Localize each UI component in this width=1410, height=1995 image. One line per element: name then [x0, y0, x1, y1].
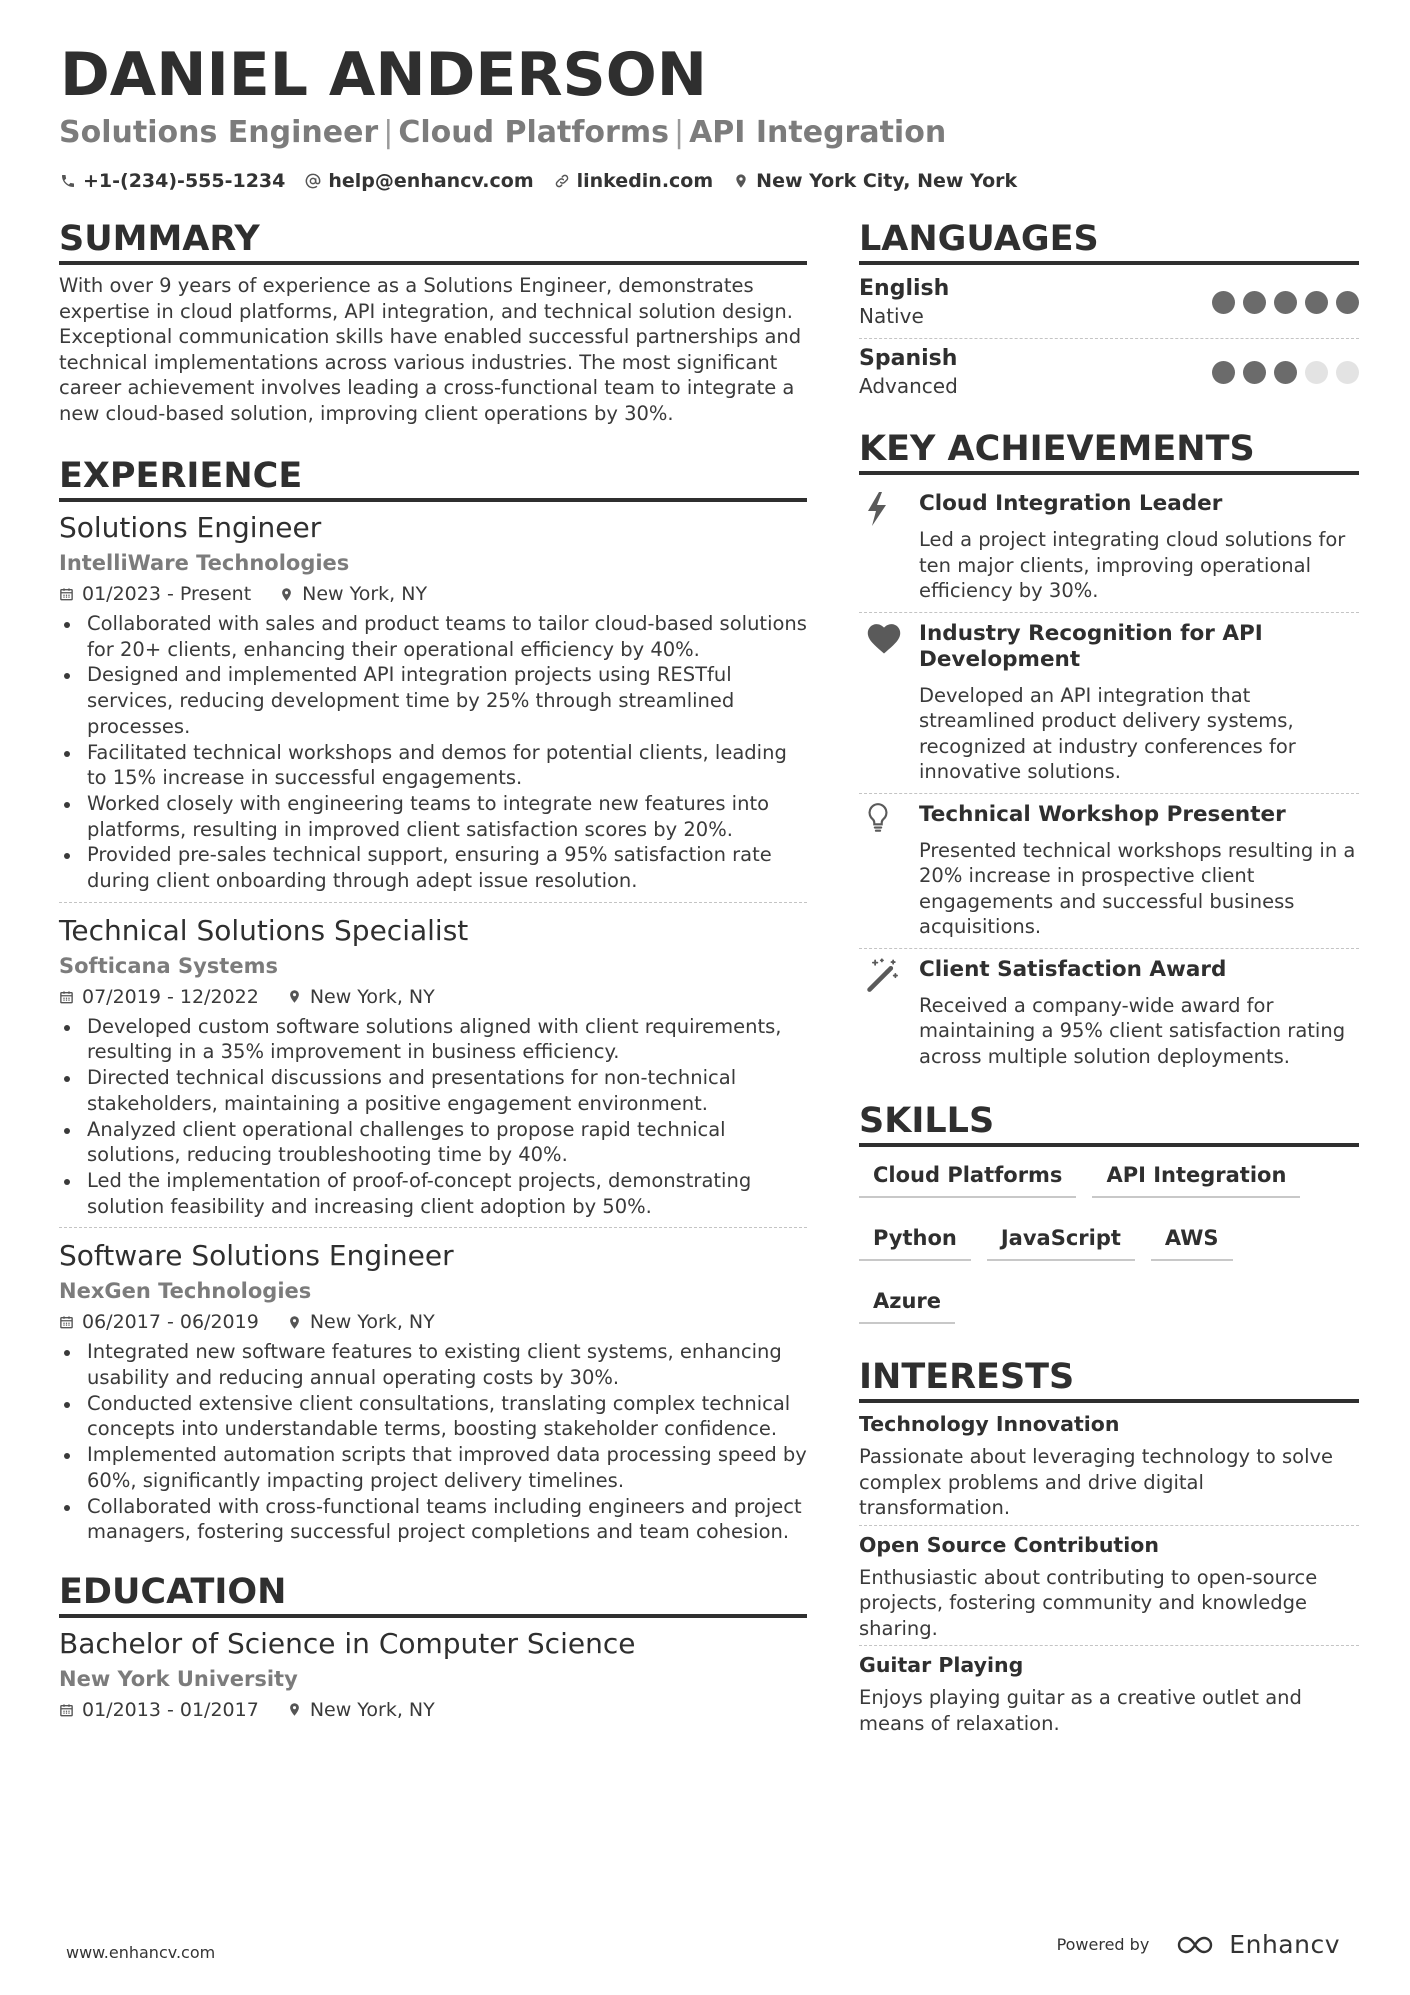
experience-entry [59, 1238, 807, 1545]
experience-entry [59, 510, 807, 894]
interest-desc: Enthusiastic about contributing to open-source projects, fostering community and knowledge sharing. [859, 1565, 1318, 1640]
location-pin-icon [733, 172, 749, 190]
rating-dot-filled [1243, 361, 1266, 384]
email-text: help@enhancv.com [328, 170, 534, 192]
achievement-desc: Presented technical workshops resulting in a 20% increase in prospective client engagements and successful business acquisitions. [919, 838, 1356, 938]
rating-dot-filled [1274, 361, 1297, 384]
achievement-title: Client Satisfaction Award [919, 956, 1227, 982]
at-icon [305, 173, 321, 189]
job-title: Software Solutions Engineer [59, 1239, 454, 1273]
link-icon [554, 173, 570, 189]
achievement-item [859, 613, 1359, 791]
job-title: Technical Solutions Specialist [59, 913, 469, 947]
contact-email[interactable] [305, 170, 533, 192]
contact-location [733, 170, 1017, 192]
bullet-item: Analyzed client operational challenges to propose rapid technical solutions, reducing troubleshooting time by 40%. [59, 1117, 807, 1168]
company-name: Softicana Systems [59, 953, 278, 978]
powered-by-text: Powered by [1056, 1935, 1150, 1954]
interest-desc: Passionate about leveraging technology to solve complex problems and drive digital transformation. [859, 1445, 1334, 1519]
rating-dot-filled [1212, 361, 1235, 384]
entry-divider [59, 902, 807, 903]
education-location [287, 1698, 435, 1722]
job-bullets [59, 611, 807, 894]
rating-dot-empty [1336, 361, 1359, 384]
job-location-text: New York, NY [302, 583, 428, 605]
skill-tag: Python [859, 1220, 971, 1261]
achievement-title: Technical Workshop Presenter [919, 801, 1286, 827]
language-level: Advanced [859, 374, 958, 398]
language-level: Native [859, 304, 924, 328]
education-entry [59, 1626, 807, 1722]
achievement-desc: Developed an API integration that streamlined product delivery systems, recognized at industry conferences for innovative solutions. [919, 683, 1296, 783]
skill-tag: AWS [1151, 1220, 1233, 1261]
lightning-icon [865, 491, 889, 527]
lightbulb-icon [865, 802, 891, 836]
calendar-icon [59, 586, 74, 602]
footer-website[interactable]: www.enhancv.com [66, 1943, 216, 1962]
entry-divider [859, 338, 1359, 339]
title-part: API Integration [689, 115, 947, 150]
candidate-title [59, 115, 946, 150]
languages-heading: LANGUAGES [859, 218, 1359, 265]
calendar-icon [59, 1702, 74, 1718]
interest-item [859, 1652, 1359, 1736]
location-pin-icon [287, 1701, 302, 1718]
job-dates-text: 01/2023 - Present [82, 583, 252, 605]
entry-divider [859, 1525, 1359, 1526]
brand-name: Enhancv [1229, 1930, 1340, 1959]
contact-linkedin[interactable] [554, 170, 714, 192]
bullet-item: Integrated new software features to existing client systems, enhancing usability and reducing annual operating costs by 30%. [59, 1339, 807, 1390]
right-column [859, 218, 1359, 1736]
skills-list [859, 1157, 1359, 1346]
job-meta [59, 1310, 807, 1334]
summary-text: With over 9 years of experience as a Solutions Engineer, demonstrates expertise in cloud platforms, API integration, and technical solution design. Exceptional communication skills have enabled successful partnerships and technical implementations across various industries. The most significant career achievement involves leading a cross-functional team to integrate a new cloud-based solution, improving client operations by 30%. [59, 274, 802, 425]
job-dates [59, 985, 259, 1009]
job-location-text: New York, NY [309, 1311, 435, 1334]
achievement-item [859, 949, 1359, 1076]
bullet-item: Led the implementation of proof-of-concept projects, demonstrating solution feasibility and increasing client adoption by 50%. [59, 1168, 807, 1219]
language-name: Spanish [859, 346, 958, 371]
skill-tag: API Integration [1092, 1157, 1300, 1198]
achievement-desc: Led a project integrating cloud solutions for ten major clients, improving operational efficiency by 30%. [919, 528, 1346, 602]
entry-divider [859, 1645, 1359, 1646]
achievement-title: Industry Recognition for API Development [919, 620, 1263, 672]
language-item [859, 273, 1359, 336]
job-location [287, 1310, 435, 1334]
job-location [279, 582, 427, 606]
contact-phone[interactable] [60, 170, 285, 192]
phone-icon [60, 173, 76, 189]
education-meta [59, 1698, 807, 1722]
bullet-item: Designed and implemented API integration projects using RESTful services, reducing development time by 25% through streamlined processes. [59, 662, 807, 739]
job-dates-text: 06/2017 - 06/2019 [82, 1311, 259, 1334]
footer-branding[interactable] [1057, 1930, 1340, 1959]
achievement-item [859, 794, 1359, 946]
rating-dot-filled [1212, 291, 1235, 314]
job-meta [59, 582, 807, 606]
language-item [859, 343, 1359, 406]
location-pin-icon [287, 988, 302, 1005]
achievement-desc: Received a company-wide award for maintaining a 95% client satisfaction rating across multiple solution deployments. [919, 993, 1346, 1068]
phone-text: +1-(234)-555-1234 [83, 170, 286, 192]
rating-dot-filled [1243, 291, 1266, 314]
skill-tag: JavaScript [987, 1220, 1135, 1261]
company-name: NexGen Technologies [59, 1279, 312, 1304]
interest-item [859, 1411, 1359, 1521]
skill-tag: Cloud Platforms [859, 1157, 1076, 1198]
magic-wand-icon [865, 957, 901, 993]
achievement-item [859, 483, 1359, 610]
interest-desc: Enjoys playing guitar as a creative outlet and means of relaxation. [859, 1686, 1302, 1735]
job-dates [59, 582, 251, 606]
interest-title: Technology Innovation [859, 1412, 1120, 1436]
experience-heading: EXPERIENCE [59, 455, 807, 502]
education-dates-text: 01/2013 - 01/2017 [82, 1698, 259, 1721]
education-location-text: New York, NY [309, 1698, 435, 1721]
bullet-item: Developed custom software solutions aligned with client requirements, resulting in a 35% improvement in business efficiency. [59, 1014, 807, 1065]
bullet-item: Collaborated with cross-functional teams including engineers and project managers, fostering successful project completions and team cohesion. [59, 1494, 807, 1545]
degree-title: Bachelor of Science in Computer Science [59, 1626, 636, 1660]
rating-dot-filled [1305, 291, 1328, 314]
job-location [287, 985, 435, 1009]
job-title: Solutions Engineer [59, 511, 322, 544]
enhancv-logo-icon [1175, 1933, 1221, 1957]
bullet-item: Implemented automation scripts that improved data processing speed by 60%, significantly impacting project delivery timelines. [59, 1442, 807, 1493]
education-heading: EDUCATION [59, 1571, 807, 1618]
company-name: IntelliWare Technologies [59, 551, 350, 575]
language-rating [1204, 291, 1359, 314]
title-part: Solutions Engineer [59, 115, 379, 150]
interest-title: Guitar Playing [859, 1653, 1024, 1677]
achievement-title: Cloud Integration Leader [919, 491, 1223, 516]
bullet-item: Collaborated with sales and product teams to tailor cloud-based solutions for 20+ clients, enhancing their operational efficiency by 40%. [59, 611, 807, 662]
education-dates [59, 1698, 259, 1722]
location-pin-icon [287, 1314, 302, 1331]
job-bullets [59, 1339, 807, 1545]
linkedin-text: linkedin.com [576, 170, 714, 192]
left-column [59, 218, 807, 1722]
job-dates [59, 1310, 259, 1334]
job-meta [59, 985, 807, 1009]
language-rating [1204, 361, 1359, 384]
language-name: English [859, 276, 950, 301]
title-separator: | [383, 115, 394, 150]
bullet-item: Worked closely with engineering teams to integrate new features into platforms, resulting in improved client satisfaction scores by 20%. [59, 791, 807, 842]
candidate-name: DANIEL ANDERSON [60, 40, 707, 110]
job-location-text: New York, NY [309, 985, 435, 1008]
calendar-icon [59, 989, 74, 1005]
skill-tag: Azure [859, 1283, 955, 1324]
rating-dot-filled [1274, 291, 1297, 314]
calendar-icon [59, 1314, 74, 1330]
entry-divider [59, 1227, 807, 1228]
title-separator: | [673, 115, 685, 150]
interests-heading: INTERESTS [859, 1356, 1359, 1403]
experience-entry [59, 913, 807, 1220]
contact-bar [60, 170, 1037, 192]
achievements-heading: KEY ACHIEVEMENTS [859, 428, 1359, 475]
job-dates-text: 07/2019 - 12/2022 [82, 985, 259, 1008]
location-text: New York City, New York [756, 170, 1018, 192]
bullet-item: Facilitated technical workshops and demos for potential clients, leading to 15% increase in successful engagements. [59, 740, 807, 791]
heart-icon [865, 621, 903, 655]
school-name: New York University [59, 1666, 298, 1691]
skills-heading: SKILLS [859, 1100, 1359, 1147]
bullet-item: Conducted extensive client consultations, translating complex technical concepts into understandable terms, boosting stakeholder confidence. [59, 1391, 807, 1442]
rating-dot-filled [1336, 291, 1359, 314]
summary-heading: SUMMARY [59, 218, 807, 265]
location-pin-icon [279, 586, 294, 603]
interest-item [859, 1532, 1359, 1642]
interest-title: Open Source Contribution [859, 1532, 1159, 1557]
rating-dot-empty [1305, 361, 1328, 384]
job-bullets [59, 1014, 807, 1220]
bullet-item: Provided pre-sales technical support, ensuring a 95% satisfaction rate during client onboarding through adept issue resolution. [59, 842, 807, 893]
title-part: Cloud Platforms [398, 115, 669, 150]
bullet-item: Directed technical discussions and presentations for non-technical stakeholders, maintaining a positive engagement environment. [59, 1065, 807, 1116]
